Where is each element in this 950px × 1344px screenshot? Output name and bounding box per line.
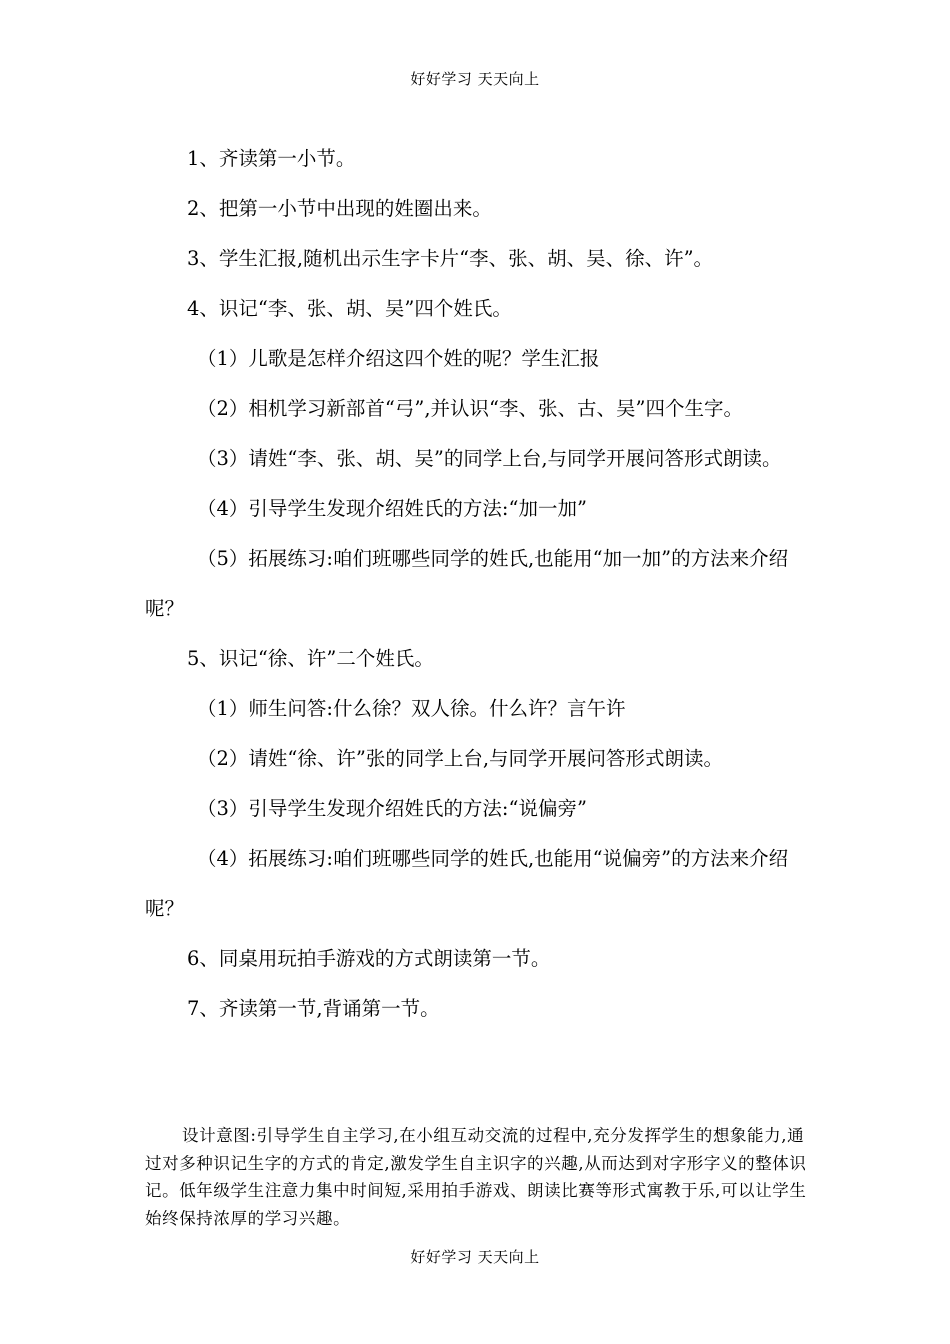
step-4-sub-4: （4）引导学生发现介绍姓氏的方法:“加一加” xyxy=(197,497,587,520)
step-5-sub-1: （1）师生问答:什么徐？双人徐。什么许？言午许 xyxy=(197,697,626,720)
step-6: 6、同桌用玩拍手游戏的方式朗读第一节。 xyxy=(187,947,551,970)
step-5-sub-4: （4）拓展练习:咱们班哪些同学的姓氏,也能用“说偏旁”的方法来介绍呢？ xyxy=(145,847,789,920)
step-4-sub-2: （2）相机学习新部首“弓”,并认识“李、张、古、吴”四个生字。 xyxy=(197,397,743,420)
step-5: 5、识记“徐、许”二个姓氏。 xyxy=(187,647,434,670)
step-5-sub-2: （2）请姓“徐、许”张的同学上台,与同学开展问答形式朗读。 xyxy=(197,747,724,770)
page-header: 好好学习 天天向上 xyxy=(410,70,540,88)
step-2: 2、把第一小节中出现的姓圈出来。 xyxy=(187,197,492,220)
step-3: 3、学生汇报,随机出示生字卡片“李、张、胡、吴、徐、许”。 xyxy=(187,247,714,270)
page-footer: 好好学习 天天向上 xyxy=(410,1248,540,1266)
lesson-steps xyxy=(145,134,809,1034)
step-1: 1、齐读第一小节。 xyxy=(187,147,356,170)
step-4-sub-3: （3）请姓“李、张、胡、吴”的同学上台,与同学开展问答形式朗读。 xyxy=(197,447,782,470)
step-7: 7、齐读第一节,背诵第一节。 xyxy=(187,997,440,1020)
step-4-sub-5: （5）拓展练习:咱们班哪些同学的姓氏,也能用“加一加”的方法来介绍呢？ xyxy=(145,547,789,620)
step-4-sub-1: （1）儿歌是怎样介绍这四个姓的呢？学生汇报 xyxy=(197,347,600,370)
step-4: 4、识记“李、张、胡、吴”四个姓氏。 xyxy=(187,297,512,320)
step-5-sub-3: （3）引导学生发现介绍姓氏的方法:“说偏旁” xyxy=(197,797,587,820)
design-intent-note: 设计意图:引导学生自主学习,在小组互动交流的过程中,充分发挥学生的想象能力,通过对多种识记生字的方式的肯定,激发学生自主识字的兴趣,从而达到对字形字义的整体识记。低年级学生注意力集中时间短,采用拍手游戏、朗读比赛等形式寓教于乐,可以让学生始终保持浓厚的学习兴趣。 xyxy=(145,1126,807,1228)
